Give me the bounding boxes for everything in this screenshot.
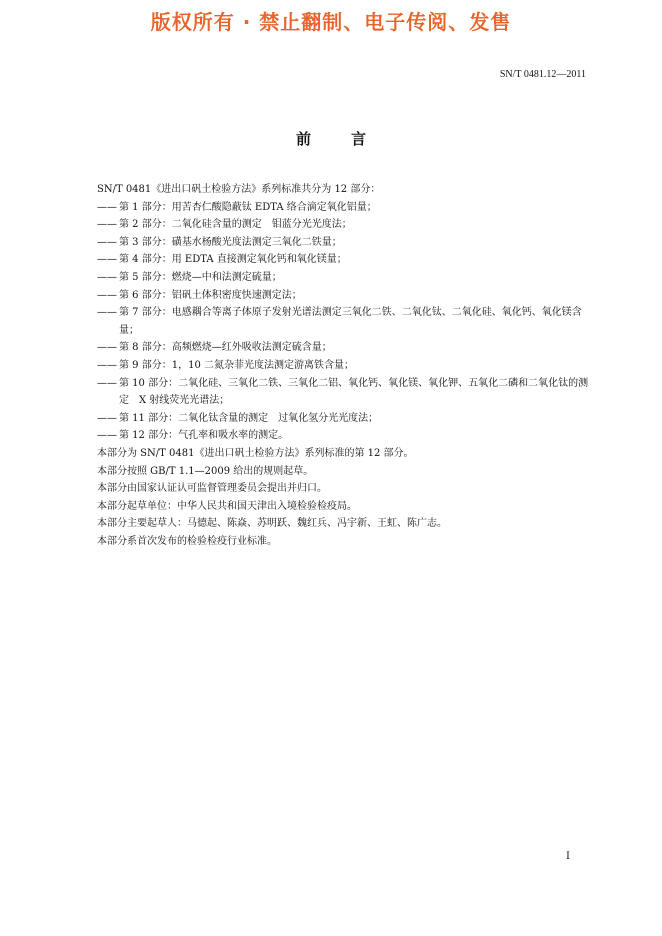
list-dash: —— bbox=[97, 412, 117, 424]
list-item bbox=[97, 251, 593, 269]
list-dash: —— bbox=[97, 236, 117, 248]
part-text: 第 7 部分：电感耦合等离子体原子发射光谱法测定三氧化二铁、二氧化钛、二氧化硅、氧化钙、氧化镁含量； bbox=[119, 307, 582, 336]
list-dash: —— bbox=[97, 430, 117, 442]
part-text: 第 2 部分：二氧化硅含量的测定 钼蓝分光光度法； bbox=[119, 219, 352, 231]
copyright-watermark: 版权所有 · 禁止翻制、电子传阅、发售 bbox=[150, 10, 512, 34]
part-text: 第 12 部分：气孔率和吸水率的测定。 bbox=[119, 430, 289, 442]
list-item bbox=[97, 234, 593, 252]
part-text: 第 3 部分：磺基水杨酸光度法测定三氧化二铁量； bbox=[119, 236, 342, 248]
list-item bbox=[97, 304, 593, 339]
list-item bbox=[97, 375, 593, 410]
list-item bbox=[97, 357, 593, 375]
page-title: 前言 bbox=[295, 130, 406, 148]
list-dash: —— bbox=[97, 377, 117, 389]
intro-paragraph: SN/T 0481《进出口矾土检验方法》系列标准共分为 12 部分： bbox=[97, 184, 381, 195]
list-dash: —— bbox=[97, 359, 117, 371]
statement-paragraph: 本部分起草单位：中华人民共和国天津出入境检验检疫局。 bbox=[97, 500, 357, 512]
list-item bbox=[97, 339, 593, 357]
part-text: 第 5 部分：燃烧—中和法测定硫量； bbox=[119, 271, 282, 283]
part-text: 第 6 部分：铝矾土体积密度快速测定法； bbox=[119, 289, 302, 301]
statement-paragraph: 本部分系首次发布的检验检疫行业标准。 bbox=[97, 535, 277, 547]
list-item bbox=[97, 427, 593, 445]
list-item bbox=[97, 199, 593, 217]
list-dash: —— bbox=[97, 289, 117, 301]
list-dash: —— bbox=[97, 201, 117, 213]
statement-paragraph: 本部分由国家认证认可监督管理委员会提出并归口。 bbox=[97, 483, 327, 495]
list-dash: —— bbox=[97, 271, 117, 283]
list-dash: —— bbox=[97, 307, 117, 319]
part-text: 第 8 部分：高频燃烧—红外吸收法测定硫含量； bbox=[119, 342, 332, 354]
foreword-body bbox=[97, 181, 593, 550]
list-item bbox=[97, 287, 593, 305]
list-item bbox=[97, 410, 593, 428]
list-dash: —— bbox=[97, 342, 117, 354]
list-dash: —— bbox=[97, 254, 117, 266]
part-text: 第 9 部分：1，10 二氮杂菲光度法测定游离铁含量； bbox=[119, 359, 354, 371]
list-dash: —— bbox=[97, 219, 117, 231]
statement-paragraph: 本部分为 SN/T 0481《进出口矾土检验方法》系列标准的第 12 部分。 bbox=[97, 447, 414, 459]
part-text: 第 11 部分：二氧化钛含量的测定 过氧化氢分光光度法； bbox=[119, 412, 379, 424]
part-text: 第 4 部分：用 EDTA 直接测定氧化钙和氧化镁量； bbox=[119, 254, 347, 266]
part-text: 第 1 部分：用苦杏仁酸隐蔽钛 EDTA 络合滴定氧化铝量； bbox=[119, 201, 377, 213]
statement-paragraph: 本部分按照 GB/T 1.1—2009 给出的规则起草。 bbox=[97, 465, 314, 477]
statement-paragraph: 本部分主要起草人：马德起、陈焱、苏明跃、魏红兵、冯宇新、王虹、陈广志。 bbox=[97, 518, 447, 530]
standard-code: SN/T 0481.12—2011 bbox=[499, 69, 586, 80]
list-item bbox=[97, 216, 593, 234]
page-number: I bbox=[566, 851, 570, 862]
part-text: 第 10 部分：二氧化硅、三氧化二铁、三氧化二铝、氧化钙、氧化镁、氧化钾、五氧化二磷和二氧化钛的测定 X 射线荧光光谱法； bbox=[119, 377, 589, 407]
list-item bbox=[97, 269, 593, 287]
